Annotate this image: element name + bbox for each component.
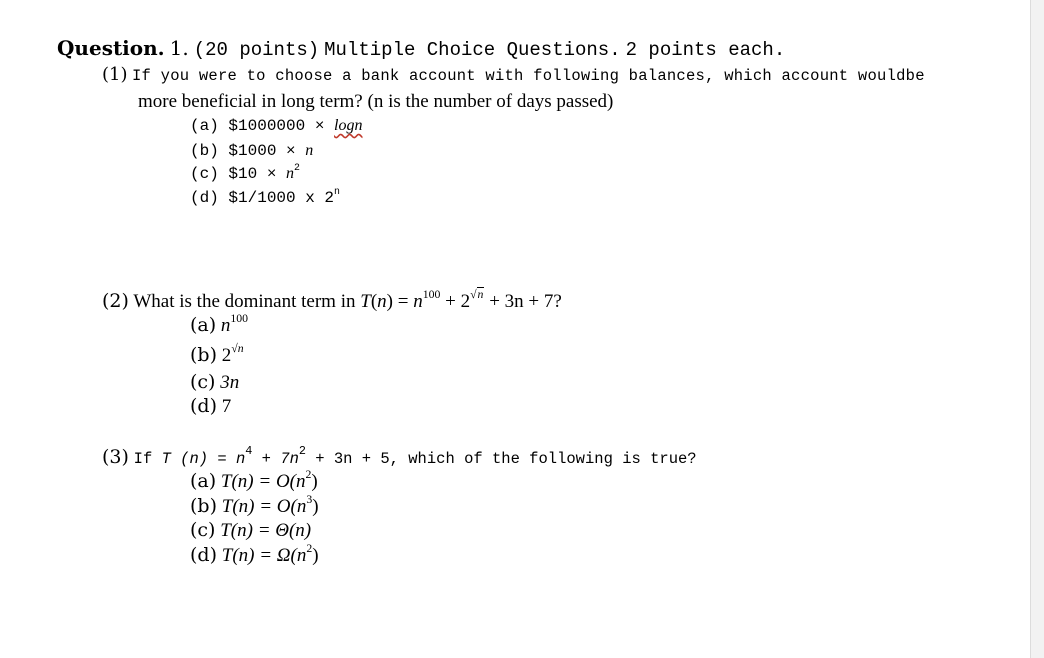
q1-line1	[102, 65, 925, 85]
q1-option-c-n: n	[286, 165, 295, 182]
q3-tail: + 3n + 5, which of the following is true?	[305, 450, 697, 468]
q2-option-c-label: (c)	[190, 371, 216, 393]
q3-option-c[interactable]	[190, 521, 311, 540]
q1-option-a-logn: logn	[334, 117, 363, 134]
q2-option-c-value: 3n	[220, 372, 240, 393]
q2-n: n	[377, 291, 387, 312]
q3-sup4: 4	[245, 443, 253, 458]
q3-prefix: If	[133, 450, 162, 468]
q3-option-d-sup: 2	[306, 541, 313, 555]
q1-number: (1)	[102, 64, 128, 85]
q2-option-b-sup: √n	[231, 341, 244, 355]
question-title: Multiple Choice Questions.	[324, 39, 621, 61]
q3-mid: + 7n	[252, 450, 299, 468]
q3-option-a-label: (a)	[190, 470, 217, 492]
q1-option-c-prefix: (c) $10 ×	[190, 165, 287, 183]
q1-option-d-prefix: (d) $1/1000 x 2	[190, 189, 335, 207]
q3-option-d[interactable]	[190, 541, 319, 566]
q3-sup2: 2	[298, 443, 306, 458]
q2-text: What is the dominant term in	[133, 291, 356, 312]
q1-option-a[interactable]	[190, 118, 362, 134]
q3-option-b-rhs: )	[312, 496, 319, 517]
question-header	[57, 38, 785, 60]
q1-option-b-n: n	[305, 142, 314, 159]
question-points: (20 points)	[193, 39, 320, 61]
q1-option-c[interactable]	[190, 162, 300, 183]
q2-option-a-label: (a)	[190, 314, 217, 336]
q3-option-c-label: (c)	[190, 519, 216, 541]
q3-option-a[interactable]	[190, 467, 318, 492]
q2-question: (2) What is the dominant term in $T(n) = n^{100} + 2^{√n} + 3n + 7$?	[102, 287, 562, 312]
q2-number: (2)	[102, 290, 129, 312]
q3-option-d-lhs: T(n) = Ω(n	[221, 545, 307, 566]
q2-option-b-label: (b)	[190, 344, 217, 366]
q2-option-b-value: 2	[221, 345, 232, 366]
q2-plus2: + 2	[440, 291, 471, 312]
q3-option-d-label: (d)	[190, 544, 217, 566]
q2-sqrt-sym: √	[470, 287, 477, 301]
q3-option-d-rhs: )	[312, 545, 319, 566]
q1-option-d-sup: n	[334, 186, 340, 198]
q1-text-line1: If you were to choose a bank account with following balances, which account wouldbe	[132, 67, 925, 85]
q2-option-d-value: 7	[221, 396, 232, 417]
q2-option-b[interactable]	[190, 341, 244, 366]
q2-option-a[interactable]	[190, 311, 249, 336]
q3-option-c-lhs: T(n) = Θ(n)	[220, 520, 312, 541]
q2-option-d-label: (d)	[190, 395, 217, 417]
q3-option-a-lhs: T(n) = O(n	[220, 471, 306, 492]
q3-option-b-sup: 3	[306, 492, 313, 506]
q2-option-c[interactable]	[190, 373, 239, 392]
q1-option-b-prefix: (b) $1000 ×	[190, 142, 306, 160]
q1-option-c-sup: 2	[294, 162, 300, 174]
q1-option-b[interactable]	[190, 143, 313, 159]
q2-T: T	[360, 291, 371, 312]
q1-line2: more beneficial in long term? (n is the number of days passed)	[138, 91, 614, 112]
q1-option-a-prefix: (a) $1000000 ×	[190, 117, 335, 135]
q2-rest: + 3n + 7?	[484, 291, 562, 312]
question-number: 1.	[169, 36, 189, 60]
q3-option-b[interactable]	[190, 492, 319, 517]
q2-option-a-value: n	[220, 315, 231, 336]
q3-number: (3)	[102, 446, 129, 468]
question-label: Question.	[57, 36, 165, 60]
q3-expr: T (n) = n	[161, 450, 246, 468]
q3-question	[102, 443, 697, 468]
q3-option-a-rhs: )	[311, 471, 318, 492]
q3-option-b-lhs: T(n) = O(n	[221, 496, 307, 517]
page-edge	[1030, 0, 1044, 658]
question-each: 2 points each.	[625, 39, 786, 61]
q3-option-b-label: (b)	[190, 495, 217, 517]
q3-option-a-sup: 2	[305, 467, 312, 481]
q1-option-d[interactable]	[190, 186, 340, 207]
q2-option-a-sup: 100	[230, 311, 249, 325]
q2-eq: ) =	[386, 291, 414, 312]
q2-option-d[interactable]	[190, 397, 231, 416]
q2-sup100: 100	[422, 287, 441, 301]
